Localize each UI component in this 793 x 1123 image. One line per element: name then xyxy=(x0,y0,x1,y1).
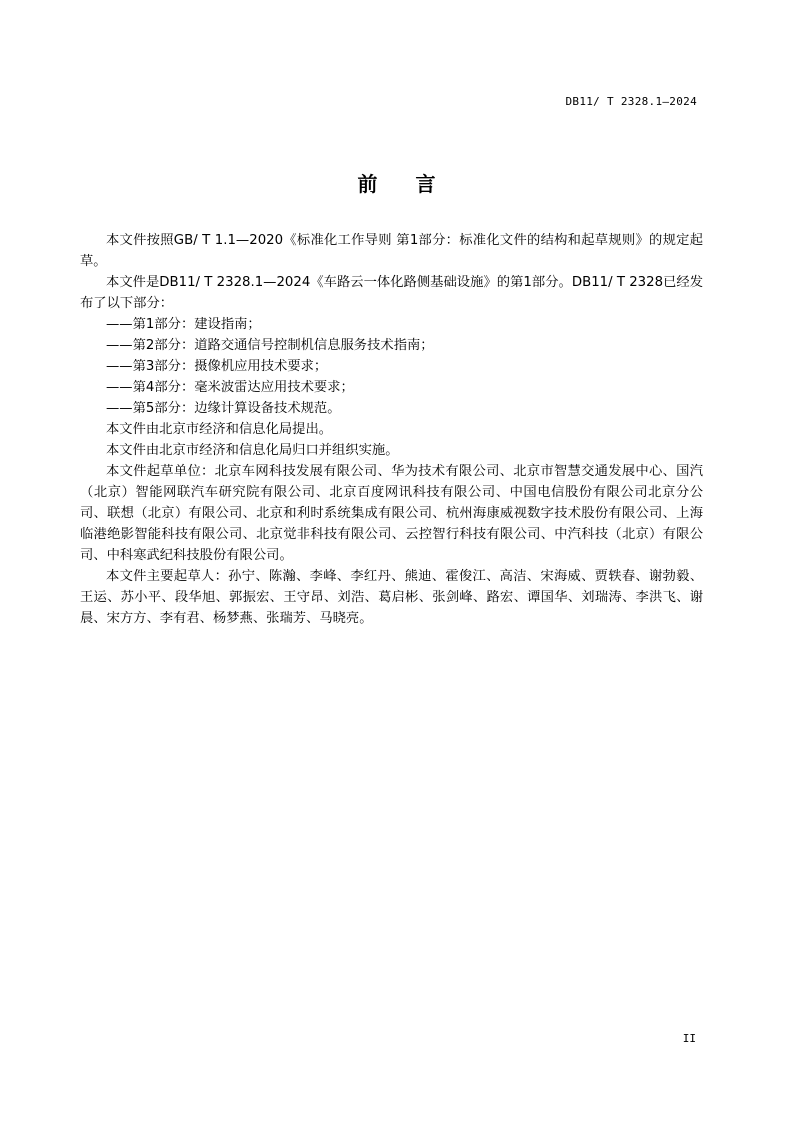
paragraph-proposed-by: 本文件由北京市经济和信息化局提出。 xyxy=(106,422,333,437)
paragraph-drafting-organizations: 本文件起草单位：北京车网科技发展有限公司、华为技术有限公司、北京市智慧交通发展中心、国汽（北京）智能网联汽车研究院有限公司、北京百度网讯科技有限公司、中国电信股份有限公司北京分公司、联想（北京）有限公司、北京和利时系统集成有限公司、杭州海康威视数字技术股份有限公司、上海临港绝影智能科技有限公司、北京觉非科技有限公司、云控智行科技有限公司、中汽科技（北京）有限公司、中科寒武纪科技股份有限公司。 xyxy=(80,464,703,563)
page-number: II xyxy=(682,1032,696,1045)
paragraph-managed-by: 本文件由北京市经济和信息化局归口并组织实施。 xyxy=(106,443,399,458)
foreword-body xyxy=(80,230,703,629)
list-item-part-4: ——第4部分：毫米波雷达应用技术要求； xyxy=(106,380,354,395)
paragraph-drafters: 本文件主要起草人：孙宁、陈瀚、李峰、李红丹、熊迪、霍俊江、高洁、宋海威、贾轶春、谢勃毅、王运、苏小平、段华旭、郭振宏、王守昂、刘浩、葛启彬、张剑峰、路宏、谭国华、刘瑞涛、李洪飞、谢晨、宋方方、李有君、杨梦燕、张瑞芳、马晓亮。 xyxy=(80,569,703,626)
paragraph-drafting-rules: 本文件按照GB/ T 1.1—2020《标准化工作导则 第1部分：标准化文件的结构和起草规则》的规定起草。 xyxy=(80,233,703,269)
document-code: DB11/ T 2328.1—2024 xyxy=(565,95,697,108)
page-title: 前言 xyxy=(357,172,474,196)
list-item-part-3: ——第3部分：摄像机应用技术要求； xyxy=(106,359,328,374)
list-item-part-2: ——第2部分：道路交通信号控制机信息服务技术指南； xyxy=(106,338,434,353)
paragraph-series-parts: 本文件是DB11/ T 2328.1—2024《车路云一体化路侧基础设施》的第1部分。DB11/ T 2328已经发布了以下部分： xyxy=(80,275,703,311)
list-item-part-1: ——第1部分：建设指南； xyxy=(106,317,261,332)
list-item-part-5: ——第5部分：边缘计算设备技术规范。 xyxy=(106,401,341,416)
